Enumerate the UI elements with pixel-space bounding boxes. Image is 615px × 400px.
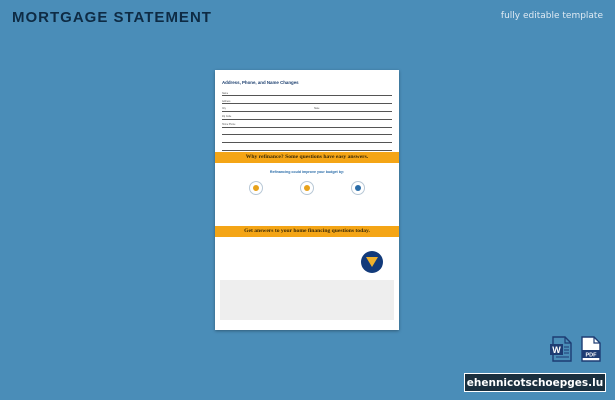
change-form	[222, 90, 392, 152]
form-label: City	[222, 108, 226, 111]
svg-text:PDF: PDF	[585, 352, 597, 359]
form-line	[222, 129, 392, 135]
questions-banner: Get answers to your home financing questions today.	[215, 226, 399, 237]
form-label: Home Phone	[222, 123, 236, 126]
form-line	[222, 113, 392, 119]
form-label: Name	[222, 92, 229, 95]
bank-logo-icon	[361, 251, 383, 273]
page-subtitle: fully editable template	[500, 11, 603, 21]
form-line	[222, 144, 392, 150]
benefit-item	[233, 181, 279, 197]
site-watermark: ehennicotschoepges.lu	[464, 373, 606, 392]
svg-text:W: W	[552, 345, 561, 355]
piggy-bank-icon	[300, 181, 314, 195]
benefit-item	[284, 181, 330, 197]
form-label: Zip Code	[222, 116, 232, 119]
form-label: State	[314, 108, 320, 111]
refinance-subheading: Refinancing could improve your budget by:	[269, 170, 345, 174]
form-line	[222, 90, 392, 96]
benefit-icons	[215, 181, 399, 197]
fine-print	[220, 280, 394, 320]
form-line	[222, 98, 392, 104]
word-file-icon[interactable]	[550, 336, 572, 362]
pdf-file-icon[interactable]	[580, 336, 602, 362]
form-line	[222, 121, 392, 127]
page-title: MORTGAGE STATEMENT	[12, 9, 212, 26]
doc-heading: Address, Phone, and Name Changes	[222, 80, 299, 85]
form-line	[222, 137, 392, 143]
benefit-item	[335, 181, 381, 197]
coin-icon	[249, 181, 263, 195]
form-label: Address	[222, 100, 231, 103]
house-icon	[351, 181, 365, 195]
refinance-banner: Why refinance? Some questions have easy answers.	[215, 152, 399, 163]
statement-preview	[215, 70, 399, 330]
form-line	[222, 106, 392, 112]
